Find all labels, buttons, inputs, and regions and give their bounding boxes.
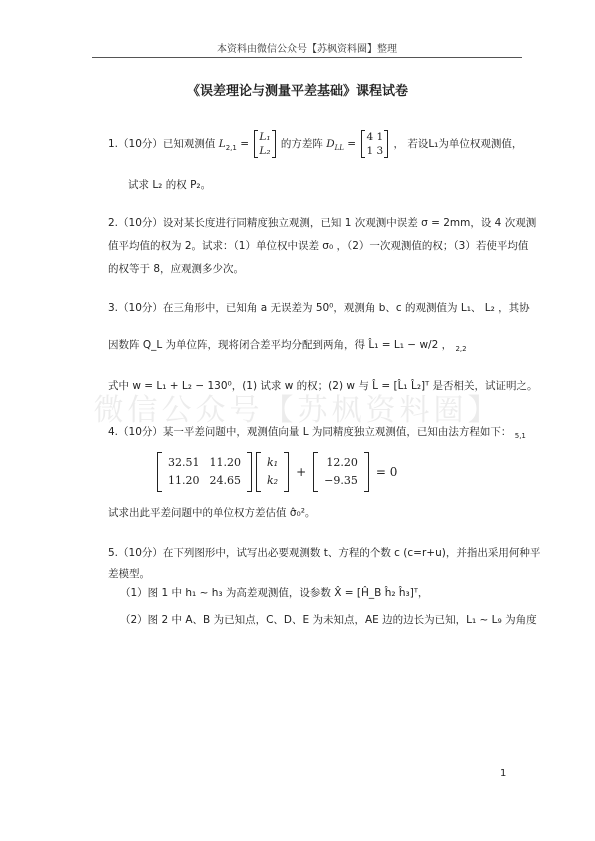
q3-line2-text: 因数阵 Q_L 为单位阵，现将闭合差平均分配到两角，得 L̂₁ = L₁ − w/2 ， [108, 339, 453, 351]
q4-vector-k [256, 452, 289, 492]
q3-line3: 式中 w = L₁ + L₂ − 130⁰，(1) 试求 w 的权；(2) w 与 L̂ = [L̂₁ L̂₂]ᵀ 是否相关，试证明之。 [108, 380, 538, 392]
q4-vector-W [313, 452, 369, 492]
q4-normal-equation [155, 452, 402, 492]
q4-line1 [108, 424, 526, 440]
q1-suffix: ， 若设L₁为单位权观测值， [393, 138, 523, 150]
q1-matrix-L [254, 130, 275, 158]
q4-w2: −9.35 [324, 474, 358, 487]
q5-line4: （2）图 2 中 A、B 为已知点，C、D、E 为未知点，AE 边的边长为已知，L₁ ~ L₉ 为角度 [120, 614, 537, 626]
q1-var: L [218, 138, 226, 150]
q1-matrix-D-row2: 1 3 [366, 145, 384, 157]
q1-prefix: 1.（10分）已知观测值 [108, 138, 216, 150]
q5-line1: 5.（10分）在下列图形中，试写出必要观测数 t、方程的个数 c (c=r+u)，并指出采用何种平 [108, 547, 541, 559]
q4-matrix-N [157, 452, 252, 492]
q1-matrix-D-row1: 4 1 [366, 131, 384, 143]
q4-line1-sub: 5,1 [514, 432, 526, 441]
page-number: 1 [500, 768, 507, 779]
q5-line3: （1）图 1 中 h₁ ~ h₃ 为高差观测值，设参数 X̂ = [Ĥ_B ĥ₂ ĥ₃]ᵀ， [120, 587, 429, 599]
q4-n12: 11.20 [209, 456, 241, 469]
q4-k2: k₂ [267, 474, 279, 487]
q3-line2 [108, 337, 467, 353]
q5-line2: 差模型。 [108, 568, 150, 580]
q1-eq1: = [240, 138, 250, 150]
q1-matrix-D [361, 130, 388, 158]
q1-eq2: = [347, 138, 357, 150]
q1-matrix-L-row2: L₂ [259, 145, 271, 157]
q1-D: D [326, 138, 335, 150]
q4-plus: + [296, 465, 307, 479]
header-rule [92, 57, 522, 58]
q1-line2: 试求 L₂ 的权 P₂。 [128, 179, 212, 191]
exam-title: 《误差理论与测量平差基础》课程试卷 [186, 84, 408, 99]
q1-mid: 的方差阵 [280, 138, 323, 150]
q4-line2: 试求出此平差问题中的单位权方差估值 σ̂₀²。 [108, 507, 316, 519]
q3-line2-sub: 2,2 [455, 345, 467, 354]
q4-w1: 12.20 [326, 456, 358, 469]
watermark: 微信公众号【苏枫资料圈】 [93, 393, 502, 428]
q4-rhs: = 0 [375, 465, 398, 479]
q4-n22: 24.65 [209, 474, 241, 487]
q4-n11: 32.51 [168, 456, 200, 469]
q2-line3: 的权等于 8，应观测多少次。 [108, 263, 245, 275]
q1-var-sub: 2,1 [225, 144, 237, 153]
q2-line1: 2.（10分）设对某长度进行同精度独立观测，已知 1 次观测中误差 σ = 2mm，设 4 次观测 [108, 217, 537, 229]
q4-k1: k₁ [267, 456, 279, 469]
q2-line2: 值平均值的权为 2。试求：（1）单位权中误差 σ₀ ，（2）一次观测值的权；（3）若使平均值 [108, 240, 529, 252]
q1-line1 [108, 130, 522, 158]
q3-line1: 3.（10分）在三角形中，已知角 a 无误差为 50⁰，观测角 b、c 的观测值为 L₁、 L₂ ，其协 [108, 302, 530, 314]
q1-D-sub: LL [334, 144, 344, 153]
page-header: 本资料由微信公众号【苏枫资料圈】整理 [217, 44, 397, 55]
q1-matrix-L-row1: L₁ [259, 131, 271, 143]
q4-n21: 11.20 [168, 474, 200, 487]
q4-line1-text: 4.（10分）某一平差问题中，观测值向量 L 为同精度独立观测值，已知由法方程如下： [108, 426, 512, 438]
